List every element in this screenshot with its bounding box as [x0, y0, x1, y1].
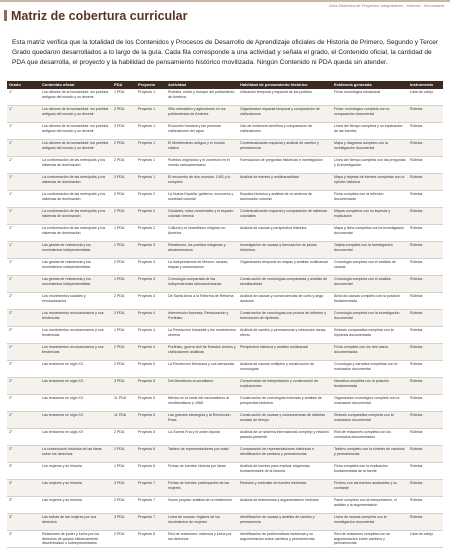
table-cell: Rúbrica	[408, 140, 443, 157]
table-cell: Construcción de cronologías con puntos de inflexión y formulación de hipótesis	[238, 310, 332, 327]
table-cell: Sitio orientativo y agricultores en los poblamientos de América	[166, 106, 238, 123]
table-cell: Intervención francesa, Restauración y Porfiriato	[166, 310, 238, 327]
table-cell: Red de relaciones completa con los conceptos documentados	[332, 429, 408, 446]
table-row	[7, 480, 443, 497]
table-cell: Fichas de fuentes: historia por ideas	[166, 463, 238, 480]
column-header: PDA	[112, 81, 136, 89]
table-cell: Uso de evidencia científica y comparación de civilizaciones	[238, 123, 332, 140]
table-row	[7, 497, 443, 514]
table-cell: Construcción de cronologías comparadas y análisis de simultaneidad	[238, 276, 332, 293]
table-cell: 11 PDA	[112, 395, 136, 412]
table-cell: Tablero completo con la síntesis de cambios y permanencias	[332, 446, 408, 463]
table-cell: Las mujeres y su historia	[40, 497, 112, 514]
table-cell: Proyecto 1	[136, 89, 166, 106]
table-cell: Contextualización espacial y comparación de sistemas coloniales	[238, 208, 332, 225]
table-row	[7, 293, 443, 310]
table-cell: Proyecto 5	[136, 378, 166, 395]
table-row	[7, 89, 443, 106]
table-cell: Rúbrica	[408, 395, 443, 412]
table-cell: Las tensiones en siglo XX	[40, 429, 112, 446]
table-cell: 2 PDA	[112, 531, 136, 548]
table-cell: 2 PDA	[112, 429, 136, 446]
table-cell: 2 PDA	[112, 157, 136, 174]
column-header: Instrumento	[408, 81, 443, 89]
table-cell: Comparación de representaciones históricas e identificación de cambios y permanencias	[238, 446, 332, 463]
table-cell: Línea del tiempo completa con las preguntas y la investigación	[332, 157, 408, 174]
table-cell: 2°	[7, 378, 40, 395]
table-cell: Proyecto 5	[136, 361, 166, 378]
table-cell: Proyecto 5	[136, 395, 166, 412]
table-cell: Ciudades, rutas comerciales y el espacio colonial virreinal	[166, 208, 238, 225]
table-cell: Proyecto 5	[136, 412, 166, 429]
table-cell: Relaciones de poder y lucha por los derechos de grupos históricamente discriminados o subrepresentados	[40, 531, 112, 548]
table-cell: Rúbrica	[408, 327, 443, 344]
table-cell: Proyecto 7	[136, 514, 166, 531]
table-cell: Rúbrica	[408, 242, 443, 259]
table-cell: Los movimientos sociales y revolucionarios	[40, 293, 112, 310]
table-cell: Rúbrica	[408, 191, 443, 208]
table-cell: Las gestas de resistencia y los movimientos independentistas	[40, 259, 112, 276]
table-cell: El Mediterráneo antiguo y el mundo clásico	[166, 140, 238, 157]
top-rule	[0, 0, 450, 2]
table-cell: Investigación de causas y formulación de juicios históricos	[238, 242, 332, 259]
table-cell: Rúbrica	[408, 293, 443, 310]
table-cell: Rúbrica	[408, 480, 443, 497]
table-cell: 2 PDA	[112, 140, 136, 157]
table-row	[7, 327, 443, 344]
table-cell: 1 PDA	[112, 242, 136, 259]
table-cell: Ficha completa con la explicación fundamentada de la fuente	[332, 463, 408, 480]
table-cell: Narrativa completa con la posición fundamentada	[332, 378, 408, 395]
table-cell: Cultural y el sincretismo religioso en América	[166, 225, 238, 242]
table-cell: Formulación de preguntas históricas e investigación	[238, 157, 332, 174]
table-cell: Rúbrica	[408, 463, 443, 480]
table-cell: Las mujeres y su historia	[40, 480, 112, 497]
table-row	[7, 310, 443, 327]
table-cell: Identificación de causas y análisis de cambio y permanencia	[238, 514, 332, 531]
table-cell: Los albores de la humanidad: los pueblos antiguos del mundo y su devenir	[40, 140, 112, 157]
table-header-row	[7, 81, 443, 89]
table-cell: Rúbrica	[408, 497, 443, 514]
table-cell: 1°	[7, 259, 40, 276]
table-row	[7, 140, 443, 157]
table-row	[7, 412, 443, 429]
table-cell: Empatía histórica y análisis de un sistema de dominación colonial	[238, 191, 332, 208]
table-cell: 3°	[7, 497, 40, 514]
table-cell: Mapas completos con su leyenda y explicación	[332, 208, 408, 225]
table-cell: La Revolución Mexicana y sus demandas	[166, 361, 238, 378]
table-cell: 11 PDA	[112, 412, 136, 429]
table-cell: Proyecto 2	[136, 208, 166, 225]
table-cell: Del liberalismo al socialismo	[166, 378, 238, 395]
table-cell: Análisis de testimonios y argumentación histórica	[238, 497, 332, 514]
table-cell: Cronología y narrativa completas con la evaluación documental	[332, 361, 408, 378]
table-cell: Rúbrica	[408, 310, 443, 327]
table-row	[7, 378, 443, 395]
table-cell: Rúbrica	[408, 429, 443, 446]
table-cell: La Nueva España: gobierno, economía y sociedad colonial	[166, 191, 238, 208]
table-cell: 3 PDA	[112, 480, 136, 497]
table-cell: Ficha: cronológico completo con la comparación documental	[332, 106, 408, 123]
table-cell: De Santa Anna a la Reforma de Reforma	[166, 293, 238, 310]
table-cell: 3 PDA	[112, 174, 136, 191]
table-cell: La Revolución Industrial y los movimientos obreros	[166, 327, 238, 344]
table-row	[7, 395, 443, 412]
table-row	[7, 463, 443, 480]
table-cell: 2°	[7, 361, 40, 378]
table-cell: Rúbrica	[408, 106, 443, 123]
table-cell: Tablero de representaciones por edad	[166, 446, 238, 463]
table-cell: El encuentro de dos mundos: 1492 y lo completo	[166, 174, 238, 191]
table-cell: Organización espacial temporal y comparación de civilizaciones	[238, 106, 332, 123]
table-cell: 2 PDA	[112, 361, 136, 378]
table-cell: 2 PDA	[112, 497, 136, 514]
table-cell: Revisión y contraste de fuentes históricas	[238, 480, 332, 497]
table-cell: Las tensiones en siglo XX	[40, 361, 112, 378]
table-row	[7, 514, 443, 531]
table-cell: Rúbrica	[408, 276, 443, 293]
table-cell: Los movimientos revolucionarios y sus tendencias	[40, 310, 112, 327]
table-cell: La independencia de México: causas, etapas y consumación	[166, 259, 238, 276]
table-cell: Las grandes ideologías y la Revolución Rusa	[166, 412, 238, 429]
table-cell: Proyecto 3	[136, 259, 166, 276]
table-cell: Rúbrica	[408, 344, 443, 361]
table-cell: Los mujeres y su historia	[40, 463, 112, 480]
table-cell: Mapa y diagrama completo con la investigación documental	[332, 140, 408, 157]
table-cell: Los movimientos revolucionarios y sus tendencias	[40, 344, 112, 361]
table-row	[7, 208, 443, 225]
table-cell: Ubicación temporal y espacial de los pueblos	[238, 89, 332, 106]
table-cell: Identificación de problemáticas históricas y su argumentación sobre cambios y permanencias	[238, 531, 332, 548]
table-cell: Ficha completa con la reflexión documentada	[332, 191, 408, 208]
table-cell: Rúbrica	[408, 208, 443, 225]
table-cell: Proyecto 3	[136, 242, 166, 259]
table-cell: 1°	[7, 89, 40, 106]
table-row	[7, 106, 443, 123]
table-cell: Proyecto 4	[136, 344, 166, 361]
table-cell: 2°	[7, 293, 40, 310]
table-row	[7, 174, 443, 191]
table-cell: Los albores de la humanidad: los pueblos antiguos del mundo y su devenir	[40, 106, 112, 123]
table-cell: La conformación de las metrópolis y los sistemas de dominación	[40, 191, 112, 208]
table-cell: Comprensión de interpretación y construcción de explicaciones	[238, 378, 332, 395]
table-cell: 2 PDA	[112, 446, 136, 463]
table-cell: Las gestas de resistencia y los movimientos independentistas	[40, 242, 112, 259]
table-cell: Las tensiones en siglo XX	[40, 378, 112, 395]
table-row	[7, 242, 443, 259]
table-cell: Organización temporal en etapas y análisis multicausal	[238, 259, 332, 276]
table-cell: 3 PDA	[112, 123, 136, 140]
table-cell: Proyecto 4	[136, 327, 166, 344]
table-cell: Rúbrica	[408, 157, 443, 174]
table-row	[7, 446, 443, 463]
table-cell: Síntesis comparativa completa con la evaluación documental	[332, 412, 408, 429]
table-cell: 2 PDA	[112, 344, 136, 361]
table-cell: Proyecto 1	[136, 157, 166, 174]
table-cell: Rúbrica	[408, 378, 443, 395]
table-cell: Rúbrica	[408, 225, 443, 242]
table-cell: Árbol de causas completo con la posición fundamentada	[332, 293, 408, 310]
table-cell: Ficha cronológica situacional	[332, 89, 408, 106]
table-cell: Perspectiva histórica y análisis multicausal	[238, 344, 332, 361]
table-row	[7, 191, 443, 208]
coverage-matrix-table	[7, 81, 443, 548]
table-cell: Proyecto 1	[136, 174, 166, 191]
table-cell: Rúbrica	[408, 123, 443, 140]
table-cell: Proyecto 5	[136, 429, 166, 446]
table-cell: Evolución humana y las primeras civilizaciones del agua	[166, 123, 238, 140]
table-cell: Análisis de fuentes para explicar exigencias fundamentales de la historia	[238, 463, 332, 480]
table-cell: 2 PDA	[112, 208, 136, 225]
table-cell: 1°	[7, 276, 40, 293]
table-cell: Cronología completa con la investigación documental	[332, 310, 408, 327]
table-cell: Fichas de fuentes: participación de las mujeres	[166, 480, 238, 497]
table-cell: 2°	[7, 412, 40, 429]
table-cell: 2 PDA	[112, 106, 136, 123]
table-cell: Cronología completa con el análisis documental	[332, 276, 408, 293]
intro-paragraph: Esta matriz verifica que la totalidad de los Contenidos y Procesos de Desarrollo de Aprendizaje oficiales de Historia de Primero, Segundo y Tercer Grado quedaron desarrollados a lo largo de la guía. Cada fila corresponde a una actividad y señala el grado, el Contenido oficial, la cantidad de PDA que desarrolla, el proyecto y la habilidad de pensamiento histórico movilizada. Ningún Contenido ni PDA queda sin atender.	[12, 39, 439, 66]
title-row	[4, 9, 444, 23]
table-cell: La conformación de las metrópolis y los sistemas de dominación	[40, 174, 112, 191]
table-cell: 2°	[7, 310, 40, 327]
table-cell: La conformación de las metrópolis y los sistemas de dominación	[40, 157, 112, 174]
table-cell: 2°	[7, 446, 40, 463]
table-cell: Proyecto 1	[136, 106, 166, 123]
table-cell: Construcción de cronologías extensas y análisis de perspectiva histórica	[238, 395, 332, 412]
table-cell: Panel completo con la interpretación, el análisis y la argumentación	[332, 497, 408, 514]
table-cell: 2 PDA	[112, 293, 136, 310]
column-header: Evidencia generada	[332, 81, 408, 89]
table-cell: La conformación de las metrópolis y los sistemas de dominación	[40, 208, 112, 225]
table-cell: 2 PDA	[112, 191, 136, 208]
table-cell: Lista de cotejo	[408, 531, 443, 548]
table-row	[7, 276, 443, 293]
table-body	[7, 89, 443, 548]
column-header: Grado	[7, 81, 40, 89]
table-cell: 3°	[7, 514, 40, 531]
table-cell: Análisis de causas múltiples y construcción de cronologías	[238, 361, 332, 378]
table-cell: Rúbrica	[408, 514, 443, 531]
table-cell: Proyecto 2	[136, 225, 166, 242]
table-cell: Proyecto 6	[136, 463, 166, 480]
page-title: Matriz de cobertura curricular	[11, 9, 188, 23]
table-cell: Mapa y tarjetas de fuentes completas con la opinión histórica	[332, 174, 408, 191]
table-cell: Lista de cotejo	[408, 89, 443, 106]
table-cell: 2 PDA	[112, 259, 136, 276]
table-cell: 3°	[7, 480, 40, 497]
table-cell: 2°	[7, 395, 40, 412]
table-cell: 1°	[7, 174, 40, 191]
table-cell: La construcción histórica de las ideas sobre los derechos	[40, 446, 112, 463]
table-cell: Rúbrica	[408, 259, 443, 276]
table-cell: Organizador cronológico completo con la evaluación documental	[332, 395, 408, 412]
table-cell: Análisis de un sistema internacional complejo y relación pasado-presente	[238, 429, 332, 446]
table-cell: Rúbrica	[408, 446, 443, 463]
table-cell: Contextualización espacial y análisis de cambio y permanencia	[238, 140, 332, 157]
table-cell: Los movimientos revolucionarios y sus tendencias	[40, 327, 112, 344]
table-cell: 3 PDA	[112, 378, 136, 395]
table-cell: Las gestas de resistencia y los movimientos independentistas	[40, 276, 112, 293]
table-cell: Puentes, redes y trueque del poblamiento de América	[166, 89, 238, 106]
table-cell: Proyecto 1	[136, 140, 166, 157]
table-row	[7, 429, 443, 446]
table-cell: México en la crisis del nacionalismo al neoliberalismo y 1968	[166, 395, 238, 412]
table-row	[7, 361, 443, 378]
table-cell: 2°	[7, 429, 40, 446]
table-cell: Proyecto 8	[136, 531, 166, 548]
table-cell: 1 PDA	[112, 463, 136, 480]
table-cell: Voces propias: análisis de un testimonio	[166, 497, 238, 514]
table-cell: Cronología comparada de las independencias latinoamericanas	[166, 276, 238, 293]
column-header: Habilidad de pensamiento histórico	[238, 81, 332, 89]
table-cell: 1 PDA	[112, 225, 136, 242]
table-cell: 2°	[7, 327, 40, 344]
table-cell: Proyecto 7	[136, 497, 166, 514]
table-cell: Construcción de causas y consecuencias de distintas escalas de tiempo	[238, 412, 332, 429]
table-cell: Porfiriato, guerra civil de Estados Unidos y civilizaciones asiáticas	[166, 344, 238, 361]
table-row	[7, 225, 443, 242]
table-cell: Proyecto 1	[136, 123, 166, 140]
table-cell: Los albores de la humanidad: los pueblos antiguos del mundo y su devenir	[40, 89, 112, 106]
table-cell: 3°	[7, 531, 40, 548]
table-cell: Ficha completa con los tres casos documentados	[332, 344, 408, 361]
table-cell: La conformación de las metrópolis y los sistemas de dominación	[40, 225, 112, 242]
table-cell: Proyecto 3	[136, 276, 166, 293]
table-cell: 1 PDA	[112, 276, 136, 293]
table-cell: Las luchas de las mujeres por sus derechos	[40, 514, 112, 531]
table-row	[7, 531, 443, 548]
table-cell: 1°	[7, 157, 40, 174]
table-cell: 1°	[7, 191, 40, 208]
column-header: Actividad	[166, 81, 238, 89]
table-cell: Proyecto 6	[136, 446, 166, 463]
table-cell: Línea del tiempo completa y su explicación de las fuentes	[332, 123, 408, 140]
column-header: Contenido oficial	[40, 81, 112, 89]
table-cell: Proyecto 2	[136, 191, 166, 208]
table-cell: Red de relaciones completa con su argumentación sobre cambios y permanencias	[332, 531, 408, 548]
table-cell: 2°	[7, 344, 40, 361]
table-cell: Cronología completa con el análisis de causas	[332, 259, 408, 276]
table-cell: Tarjeta completa con la investigación documental	[332, 242, 408, 259]
table-row	[7, 259, 443, 276]
table-cell: Rúbrica	[408, 174, 443, 191]
table-cell: Análisis de cambio y permanencia y relaciones causa-efecto	[238, 327, 332, 344]
table-cell: Proyecto 4	[136, 293, 166, 310]
table-cell: Mapa y ficha completos con la investigación documental	[332, 225, 408, 242]
table-cell: 3°	[7, 463, 40, 480]
table-cell: Fichero con las fuentes analizadas y su contraste	[332, 480, 408, 497]
table-cell: Pueblos originarios y el comercio en el mundo mesoamericano	[166, 157, 238, 174]
table-cell: 1°	[7, 225, 40, 242]
column-header: Proyecto	[136, 81, 166, 89]
table-cell: 1 PDA	[112, 327, 136, 344]
table-cell: Rúbrica	[408, 361, 443, 378]
table-cell: 1°	[7, 140, 40, 157]
table-cell: Análisis de causas y consecuencias de corta y larga duración	[238, 293, 332, 310]
table-cell: 3 PDA	[112, 310, 136, 327]
table-cell: Línea de causas: reglares de los movimientos de mujeres	[166, 514, 238, 531]
table-row	[7, 344, 443, 361]
title-accent-bar	[4, 10, 7, 21]
table-cell: Las tensiones en siglo XX	[40, 412, 112, 429]
header-note: Guía Didáctica de Proyectos Integradores - Historia - Secundaria	[328, 3, 444, 8]
table-cell: Proyecto 7	[136, 480, 166, 497]
table-cell: Síntesis comparativa completa con la hipótesis documentada	[332, 327, 408, 344]
table-cell: Rúbrica	[408, 412, 443, 429]
table-cell: 1°	[7, 208, 40, 225]
table-cell: 3 PDA	[112, 514, 136, 531]
table-cell: Análisis de causas y perspectiva histórica	[238, 225, 332, 242]
table-row	[7, 123, 443, 140]
table-cell: Línea de causas completa con la investigación documental	[332, 514, 408, 531]
table-cell: 1°	[7, 242, 40, 259]
table-cell: Proyecto 4	[136, 310, 166, 327]
table-row	[7, 157, 443, 174]
table-cell: Red de relaciones: violencia y lucha por los derechos	[166, 531, 238, 548]
table-cell: Los albores de la humanidad: los pueblos antiguos del mundo y su devenir	[40, 123, 112, 140]
table-cell: 1 PDA	[112, 89, 136, 106]
table-cell: 1°	[7, 123, 40, 140]
table-cell: 1°	[7, 106, 40, 123]
table-cell: Las tensiones en siglo XX	[40, 395, 112, 412]
table-cell: Análisis de fuentes y multicausalidad	[238, 174, 332, 191]
table-cell: Rebeliones, los pueblos indígenas y afroamericanos	[166, 242, 238, 259]
table-cell: La Guerra Fría y el orden bipolar	[166, 429, 238, 446]
